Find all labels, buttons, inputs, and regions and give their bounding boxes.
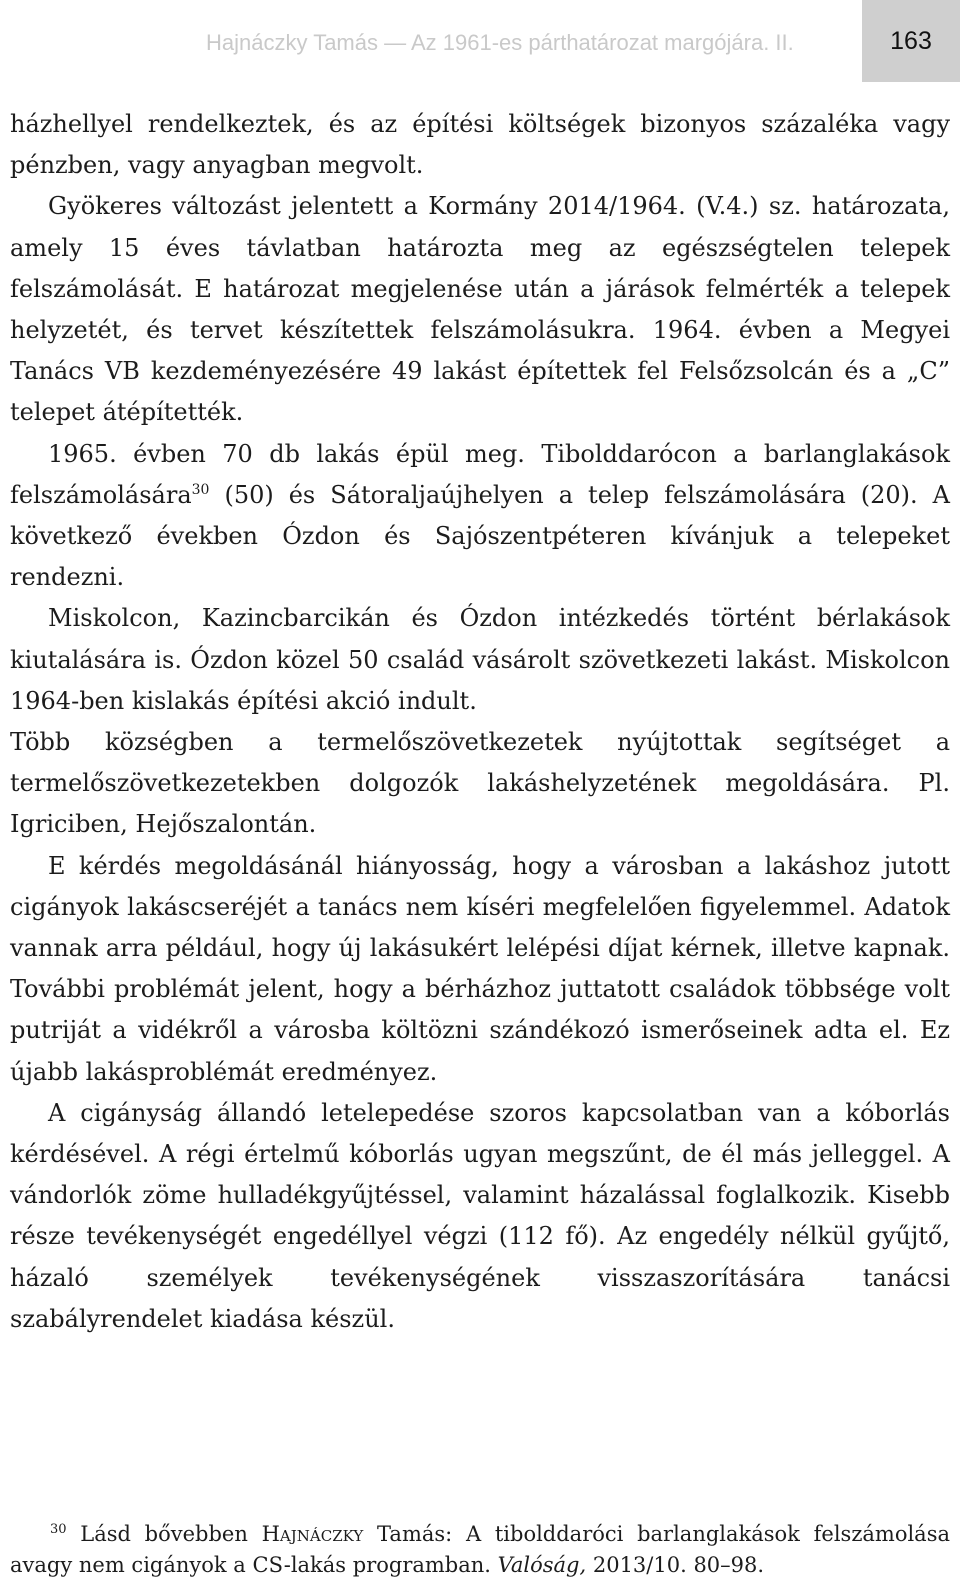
footnote-number: 30 [50,1522,67,1537]
paragraph-3-text: 1965. évben 70 db lakás épül meg. Tibolddarócon a barlanglakások felszámolására [10,439,950,509]
paragraph-2: Gyökeres változást jelentett a Kormány 2014/1964. (V.4.) sz. határozata, amely 15 éves távlatban határozta meg az egészségtelen telepek felszámolását. E határozat megjelenése után a járások felmérték a telepek helyzetét, és tervet készítettek felszámolásukra. 1964. évben a Megyei Tanács VB kezdeményezésére 49 lakást építettek fel Felsőzsolcán és a „C” telepet átépítették. [10,192,950,427]
page-number: 163 [862,0,960,82]
footnote-journal: Valóság, [497,1553,587,1577]
paragraph-5: Több községben a termelőszövetkezetek nyújtottak segítséget a termelőszövetkezetekben dolgozók lakáshelyzetének megoldására. Pl. Igriciben, Hejőszalontán. [10,728,950,839]
footnote-pre: Lásd bővebben [66,1522,262,1546]
footnote-citation: 2013/10. 80–98. [586,1553,765,1577]
paragraph-6: E kérdés megoldásánál hiányosság, hogy a városban a lakáshoz jutott cigányok lakáscseréjét a tanács nem kíséri megfelelően figyelemmel. Adatok vannak arra például, hogy új lakásukért lelépési díjat kérnek, illetve kapnak. További problémát jelent, hogy a bérházhoz juttatott családok többsége volt putriját a vidékről a városba költözni szándékozó ismerőseinek adta el. Ez újabb lakásproblémát eredményez. [10,851,950,1086]
running-head [0,0,960,82]
footnote-title: Tamás: A tibolddaróci barlanglakások felszámolása avagy nem cigányok a CS-lakás programban. [10,1522,950,1577]
paragraph-4: Miskolcon, Kazincbarcikán és Ózdon intézkedés történt bérlakások kiutalására is. Ózdon közel 50 család vásárolt szövetkezeti lakást. Miskolcon 1964-ben kislakás építési akció indult. [10,604,950,715]
paragraph-3-text-cont: (50) és Sátoraljaújhelyen a telep felszámolására (20). A következő években Ózdon és Sajószentpéteren kívánjuk a telepeket rendezni. [10,480,950,592]
paragraph-7: A cigányság állandó letelepedése szoros kapcsolatban van a kóborlás kérdésével. A régi értelmű kóborlás ugyan megszűnt, de él más jelleggel. A vándorlók zöme hulladékgyűjtéssel, valamint házalással foglalkozik. Kisebb része tevékenységét engedéllyel végzi (112 fő). Az engedély nélkül gyűjtő, házaló személyek tevékenységének visszaszorítására tanácsi szabályrendelet kiadása készül. [10,1098,950,1333]
running-title: Hajnáczky Tamás — Az 1961-es párthatározat margójára. II. [206,30,794,55]
body-text [10,104,950,1340]
footnote-marker[interactable]: 30 [191,481,210,498]
paragraph-3 [10,434,950,599]
footnote [10,1519,950,1581]
footnote-author: Hajnáczky [261,1522,364,1546]
paragraph-1: házhellyel rendelkeztek, és az építési költségek bizonyos százaléka vagy pénzben, vagy anyagban megvolt. [10,110,950,180]
